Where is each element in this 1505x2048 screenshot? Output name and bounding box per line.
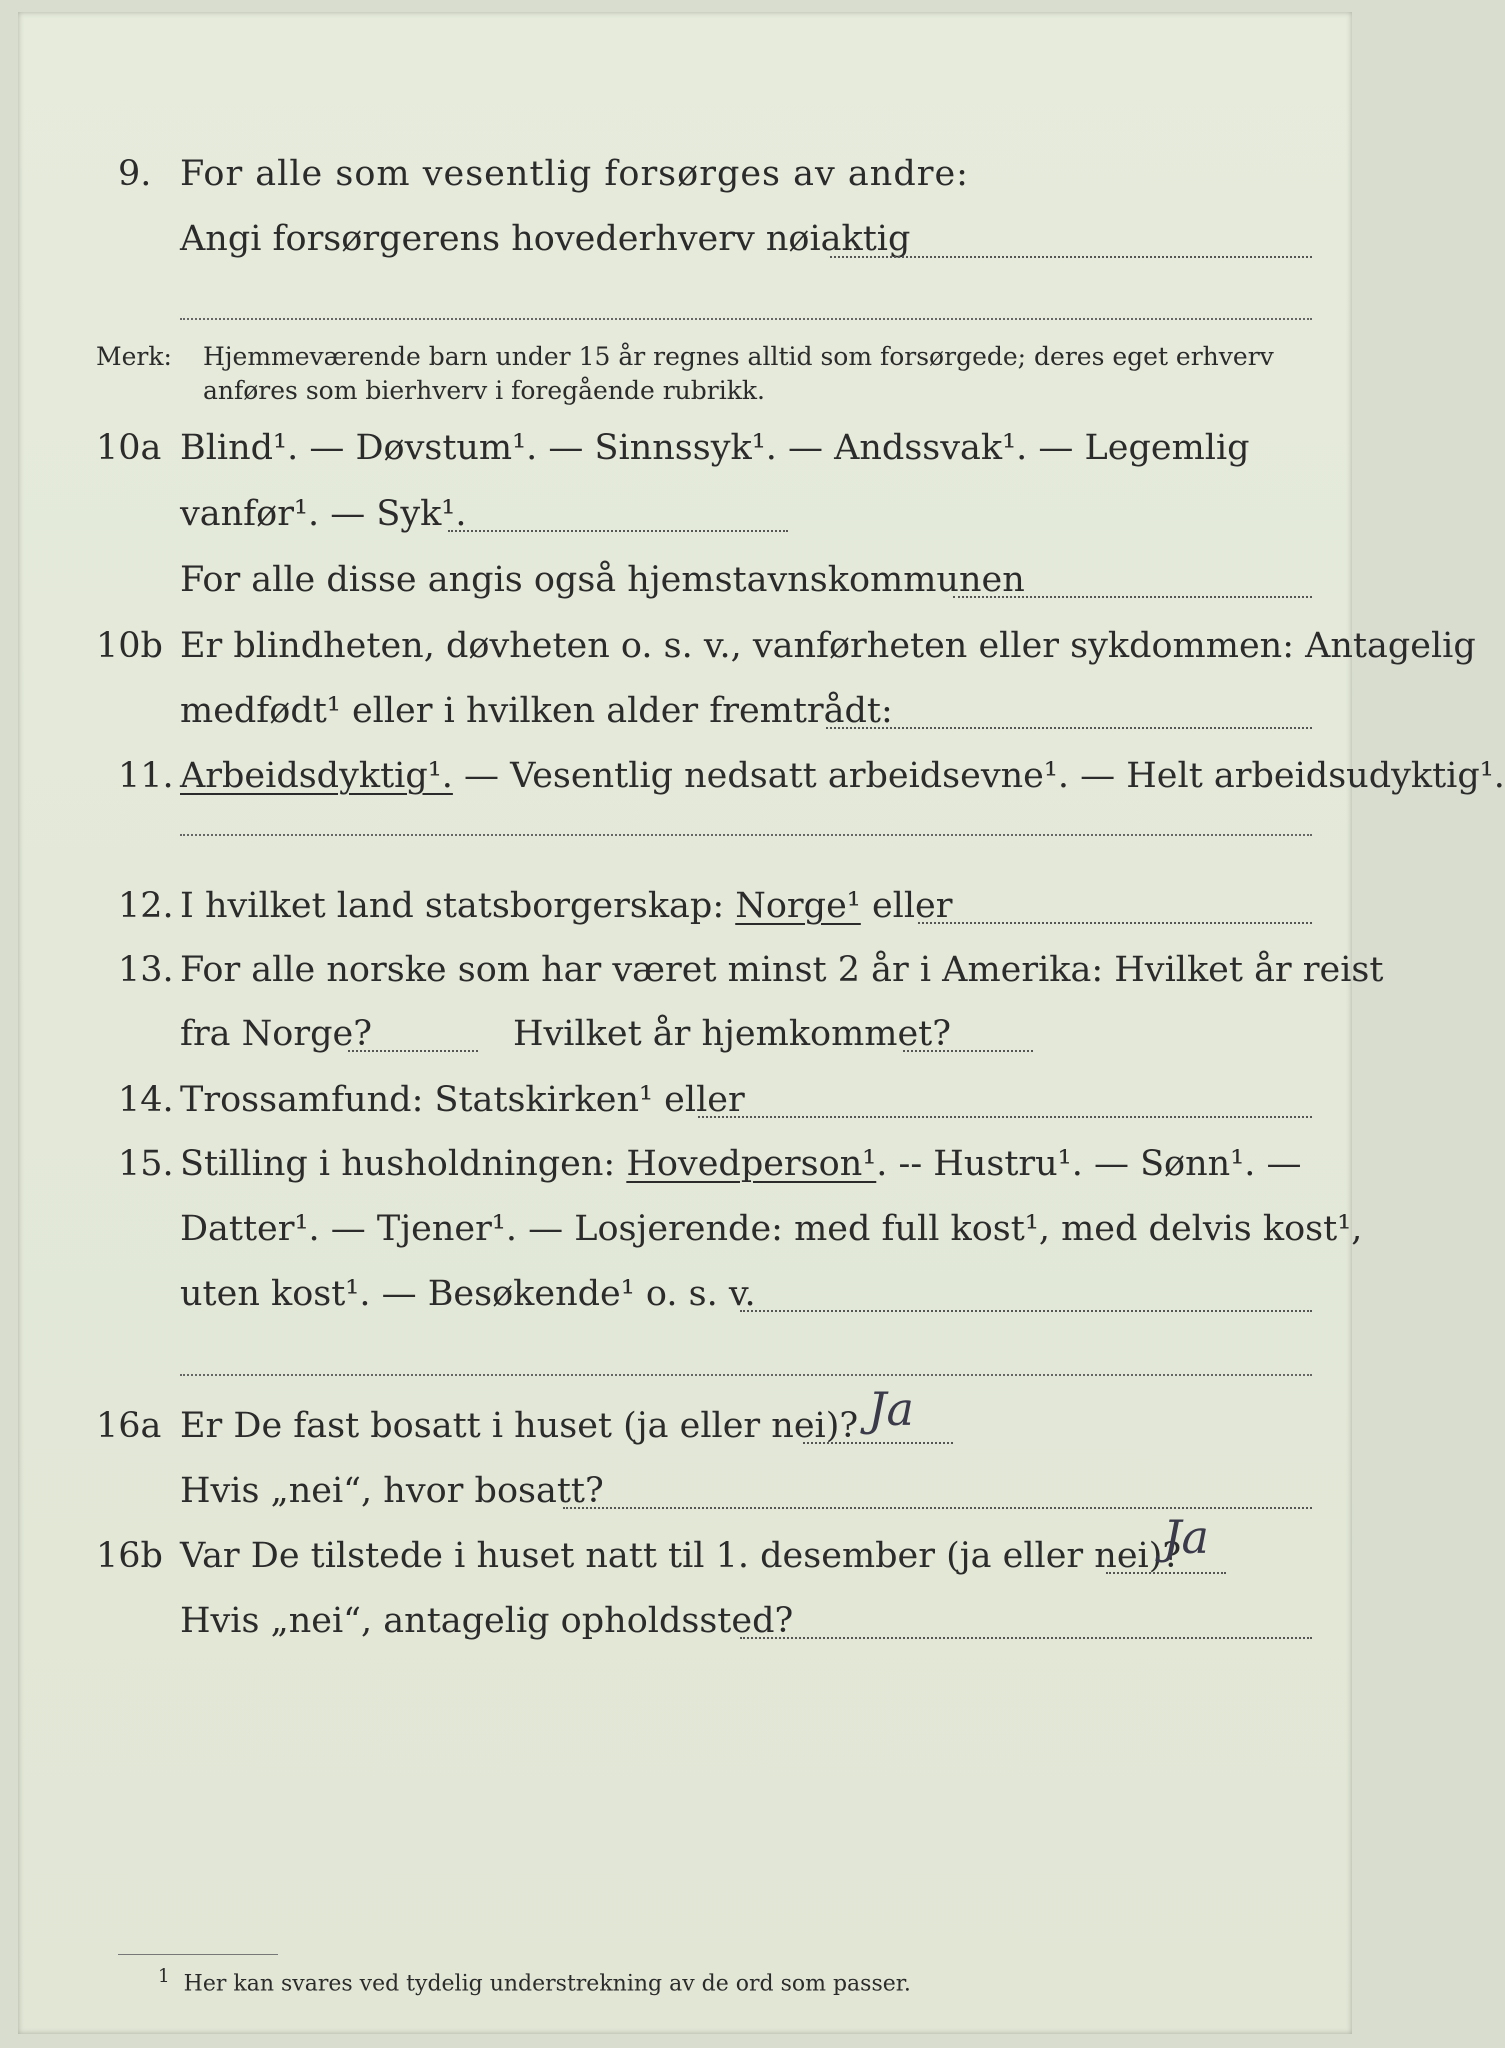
q13-line1: For alle norske som har været minst 2 år i Amerika: Hvilket år reist: [180, 950, 1384, 990]
q15-underlined: Hovedperson¹: [626, 1144, 877, 1184]
q16b-number: 16b: [96, 1536, 163, 1576]
q16b-line1: Var De tilstede i huset natt til 1. desember (ja eller nei)?: [180, 1536, 1182, 1576]
q10b-line2: medfødt¹ eller i hvilken alder fremtrådt:: [180, 691, 893, 731]
footnote-mark: 1: [158, 1966, 170, 1987]
q13-number: 13.: [118, 950, 174, 990]
q16a-line2: Hvis „nei“, hvor bosatt?: [180, 1471, 604, 1511]
q10b-answer-line[interactable]: [826, 727, 1312, 729]
q16a-answer-line[interactable]: [803, 1442, 953, 1444]
merk-line2: anføres som bierhverv i foregående rubrikk.: [203, 376, 765, 405]
q16a-number: 16a: [96, 1406, 162, 1446]
q11-number: 11.: [118, 756, 174, 796]
q10a-answer-line[interactable]: [448, 530, 788, 532]
q16b-answer-line[interactable]: [1106, 1572, 1226, 1574]
q13-hjemkommet-line[interactable]: [903, 1050, 1033, 1052]
q15-continuation-line[interactable]: [180, 1374, 1312, 1376]
q12-suffix: eller: [860, 886, 953, 926]
q15-number: 15.: [118, 1144, 174, 1184]
q16b-opholdssted-line[interactable]: [740, 1637, 1312, 1639]
q13-part-a: fra Norge?: [180, 1014, 372, 1054]
q15-line1: [180, 1142, 1302, 1186]
q13-part-b: Hvilket år hjemkommet?: [513, 1014, 952, 1054]
q12-line: [180, 884, 952, 928]
q11-underlined: Arbeidsdyktig¹.: [180, 756, 453, 796]
q15-suffix: . -- Hustru¹. — Sønn¹. —: [876, 1144, 1302, 1184]
q9-line2: Angi forsørgerens hovederhverv nøiaktig: [180, 219, 911, 259]
q15-line3: uten kost¹. — Besøkende¹ o. s. v.: [180, 1274, 756, 1314]
q14-line1: Trossamfund: Statskirken¹ eller: [180, 1080, 745, 1120]
q10a-line3: For alle disse angis også hjemstavnskommunen: [180, 560, 1025, 600]
q16a-bosatt-line[interactable]: [563, 1507, 1312, 1509]
q12-answer-line[interactable]: [918, 922, 1312, 924]
q9-line1: For alle som vesentlig forsørges av andre:: [180, 154, 969, 194]
q12-number: 12.: [118, 886, 174, 926]
q13-reist-line[interactable]: [348, 1050, 478, 1052]
q16b-handwritten-answer: Ja: [1163, 1510, 1209, 1564]
census-form-page: [18, 12, 1505, 2034]
q10a-line2: vanfør¹. — Syk¹.: [180, 494, 467, 534]
q16a-line1: Er De fast bosatt i huset (ja eller nei)?: [180, 1406, 859, 1446]
q10a-kommune-line[interactable]: [953, 596, 1312, 598]
q9-continuation-line[interactable]: [180, 318, 1312, 320]
q12-underlined: Norge¹: [735, 886, 861, 926]
footnote-text: Her kan svares ved tydelig understrekning av de ord som passer.: [183, 1971, 911, 1997]
q12-prefix: I hvilket land statsborgerskap:: [180, 886, 736, 926]
merk-line1: Hjemmeværende barn under 15 år regnes alltid som forsørgede; deres eget erhverv: [203, 342, 1274, 371]
q14-number: 14.: [118, 1080, 174, 1120]
q9-answer-line[interactable]: [830, 256, 1312, 258]
q10b-line1: Er blindheten, døvheten o. s. v., vanførheten eller sykdommen: Antagelig: [180, 626, 1476, 666]
q15-line2: Datter¹. — Tjener¹. — Losjerende: med full kost¹, med delvis kost¹,: [180, 1209, 1363, 1249]
q16b-line2: Hvis „nei“, antagelig opholdssted?: [180, 1601, 794, 1641]
q9-number: 9.: [118, 154, 152, 194]
q15-prefix: Stilling i husholdningen:: [180, 1144, 627, 1184]
q10b-number: 10b: [96, 626, 163, 666]
q15-answer-line[interactable]: [740, 1310, 1312, 1312]
footnote: [158, 1962, 911, 1999]
q16a-handwritten-answer: Ja: [868, 1382, 914, 1436]
q14-answer-line[interactable]: [698, 1116, 1312, 1118]
q11-answer-line[interactable]: [180, 834, 1312, 836]
q10a-number: 10a: [96, 428, 162, 468]
q11-rest: — Vesentlig nedsatt arbeidsevne¹. — Helt arbeidsudyktig¹.: [452, 756, 1505, 796]
merk-label: Merk:: [96, 342, 172, 371]
q10a-line1: Blind¹. — Døvstum¹. — Sinnssyk¹. — Andssvak¹. — Legemlig: [180, 428, 1250, 468]
footnote-rule: [118, 1954, 278, 1955]
q11-line: [180, 754, 1505, 798]
